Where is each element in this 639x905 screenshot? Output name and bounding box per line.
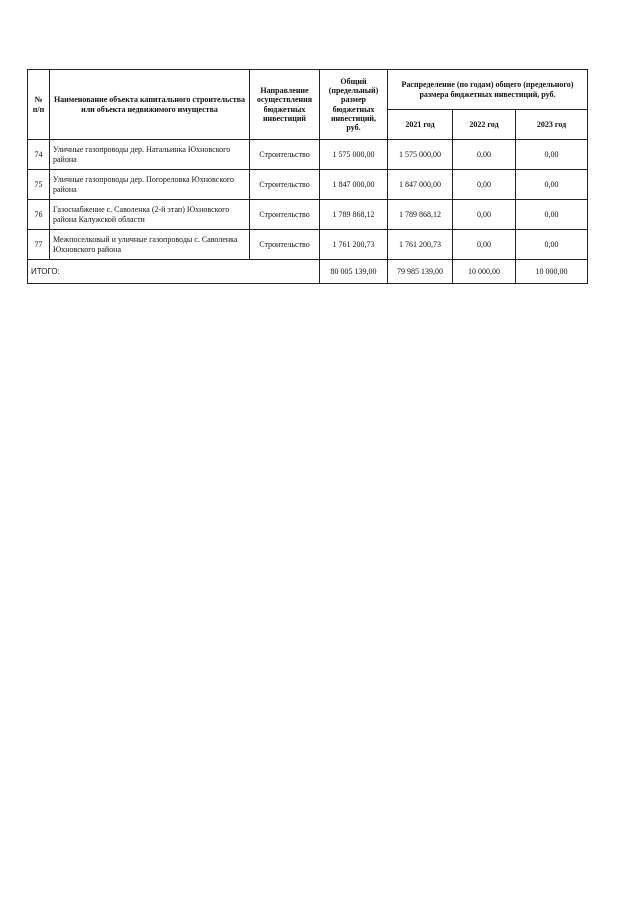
row-name: Уличные газопроводы дер. Погореловка Юхновского района [50,170,250,200]
header-total: Общий (предельный) размер бюджетных инвестиций, руб. [320,70,388,140]
row-2021: 1 761 200,73 [388,230,453,260]
row-name: Межпоселковый и уличные газопроводы с. Саволенка Юхновского района [50,230,250,260]
row-2023: 0,00 [516,230,588,260]
header-num: № п/п [28,70,50,140]
row-2022: 0,00 [453,170,516,200]
header-2023: 2023 год [516,110,588,140]
row-direction: Строительство [250,140,320,170]
row-2022: 0,00 [453,230,516,260]
row-total: 1 847 000,00 [320,170,388,200]
row-num: 75 [28,170,50,200]
totals-label: ИТОГО: [28,260,320,284]
totals-2022: 10 000,00 [453,260,516,284]
row-2021: 1 575 000,00 [388,140,453,170]
header-distribution: Распределение (по годам) общего (предельного) размера бюджетных инвестиций, руб. [388,70,588,110]
row-direction: Строительство [250,200,320,230]
row-total: 1 789 868,12 [320,200,388,230]
row-2023: 0,00 [516,140,588,170]
row-num: 74 [28,140,50,170]
totals-2023: 10 000,00 [516,260,588,284]
row-2021: 1 789 868,12 [388,200,453,230]
row-2023: 0,00 [516,200,588,230]
row-name: Уличные газопроводы дер. Натальинка Юхновского района [50,140,250,170]
table-row [28,140,588,170]
table-row [28,200,588,230]
row-name: Газоснабжение с. Саволенка (2-й этап) Юхновского района Калужской области [50,200,250,230]
row-2023: 0,00 [516,170,588,200]
row-2022: 0,00 [453,200,516,230]
totals-2021: 79 985 139,00 [388,260,453,284]
header-2021: 2021 год [388,110,453,140]
header-name: Наименование объекта капитального строительства или объекта недвижимого имущества [50,70,250,140]
row-direction: Строительство [250,230,320,260]
row-total: 1 575 000,00 [320,140,388,170]
row-direction: Строительство [250,170,320,200]
totals-row [28,260,588,284]
budget-investment-table [27,69,588,284]
table-row [28,170,588,200]
row-num: 77 [28,230,50,260]
header-2022: 2022 год [453,110,516,140]
totals-total: 80 005 139,00 [320,260,388,284]
row-2022: 0,00 [453,140,516,170]
row-total: 1 761 200,73 [320,230,388,260]
row-2021: 1 847 000,00 [388,170,453,200]
row-num: 76 [28,200,50,230]
header-direction: Направление осуществления бюджетных инвестиций [250,70,320,140]
table-row [28,230,588,260]
